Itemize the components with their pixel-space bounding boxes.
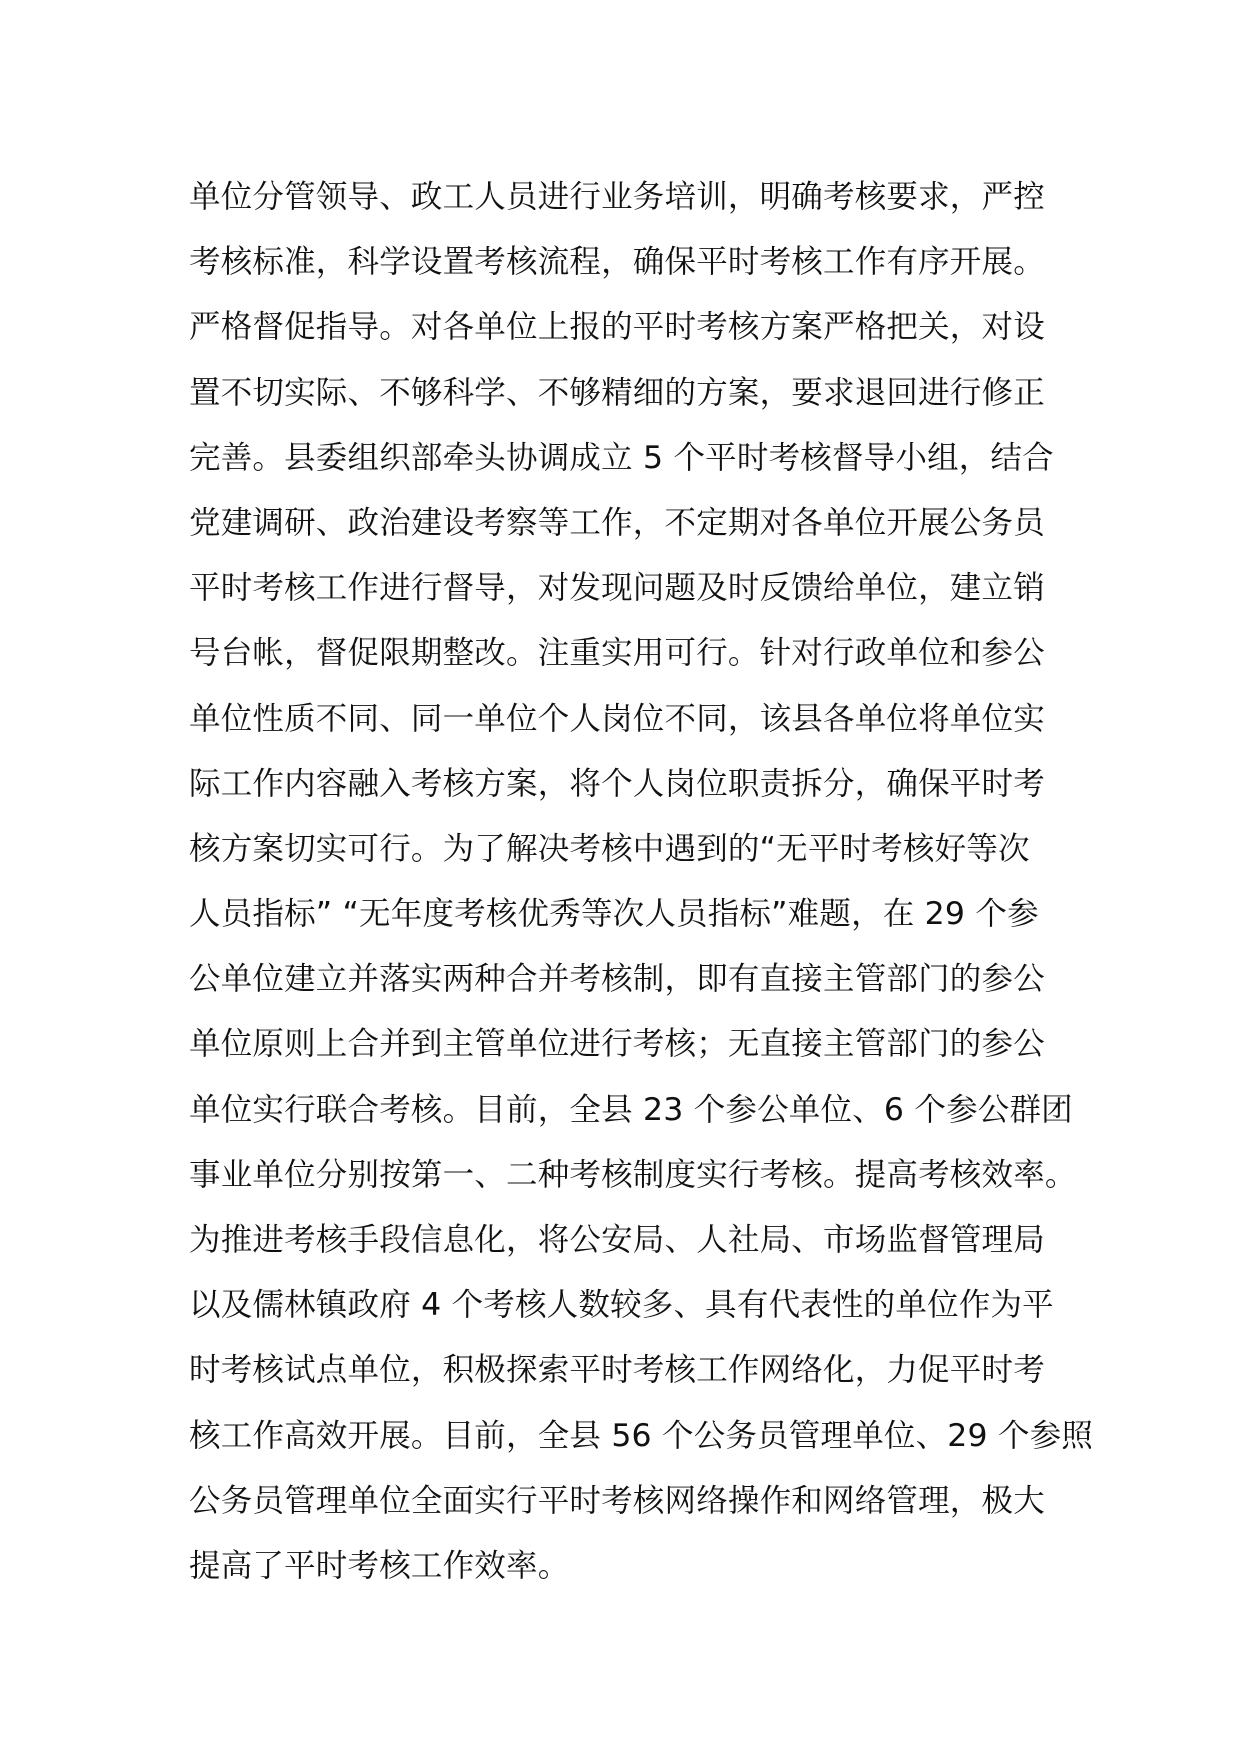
body-paragraph bbox=[189, 165, 1094, 1599]
text-line: 单位性质不同、同一单位个人岗位不同，该县各单位将单位实 bbox=[189, 700, 1045, 737]
text-line: 平时考核工作进行督导，对发现问题及时反馈给单位，建立销 bbox=[189, 570, 1045, 607]
text-line: 严格督促指导。对各单位上报的平时考核方案严格把关，对设 bbox=[189, 309, 1045, 346]
text-line: 党建调研、政治建设考察等工作，不定期对各单位开展公务员 bbox=[189, 504, 1045, 541]
text-line: 单位原则上合并到主管单位进行考核；无直接主管部门的参公 bbox=[189, 1026, 1045, 1063]
text-line: 号台帐，督促限期整改。注重实用可行。针对行政单位和参公 bbox=[189, 635, 1045, 672]
text-line: 单位实行联合考核。目前，全县 23 个参公单位、6 个参公群团 bbox=[189, 1091, 1073, 1128]
text-line: 核方案切实可行。为了解决考核中遇到的“无平时考核好等次 bbox=[189, 830, 1030, 867]
text-line: 以及儒林镇政府 4 个考核人数较多、具有代表性的单位作为平 bbox=[189, 1287, 1054, 1324]
text-line: 单位分管领导、政工人员进行业务培训，明确考核要求，严控 bbox=[189, 179, 1045, 215]
text-line: 完善。县委组织部牵头协调成立 5 个平时考核督导小组，结合 bbox=[189, 439, 1054, 476]
text-line: 置不切实际、不够科学、不够精细的方案，要求退回进行修正 bbox=[189, 374, 1045, 411]
text-line: 核工作高效开展。目前，全县 56 个公务员管理单位、29 个参照 bbox=[189, 1417, 1094, 1454]
text-line: 考核标准，科学设置考核流程，确保平时考核工作有序开展。 bbox=[189, 244, 1045, 281]
text-line: 际工作内容融入考核方案，将个人岗位职责拆分，确保平时考 bbox=[189, 765, 1045, 802]
text-line: 人员指标” “无年度考核优秀等次人员指标”难题，在 29 个参 bbox=[189, 896, 1039, 933]
text-line: 为推进考核手段信息化，将公安局、人社局、市场监督管理局 bbox=[189, 1222, 1045, 1258]
text-line: 公务员管理单位全面实行平时考核网络操作和网络管理，极大 bbox=[189, 1482, 1045, 1519]
text-line: 事业单位分别按第一、二种考核制度实行考核。提高考核效率。 bbox=[189, 1156, 1077, 1193]
text-line: 公单位建立并落实两种合并考核制，即有直接主管部门的参公 bbox=[189, 961, 1045, 998]
text-line: 时考核试点单位，积极探索平时考核工作网络化，力促平时考 bbox=[189, 1352, 1045, 1389]
text-line: 提高了平时考核工作效率。 bbox=[189, 1547, 570, 1584]
